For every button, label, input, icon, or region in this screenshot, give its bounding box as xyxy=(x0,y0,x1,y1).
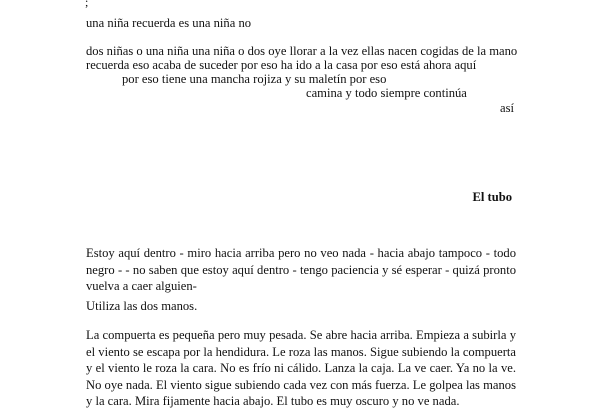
paragraph-1: Estoy aquí dentro - miro hacia arriba pero no veo nada - hacia abajo tampoco - todo negro - - no saben que estoy aquí dentro - tengo paciencia y sé esperar - quizá pronto vuelva a caer alguien- xyxy=(86,246,516,294)
paragraph-3: La compuerta es pequeña pero muy pesada. Se abre hacia arriba. Empieza a subirla y el viento se escapa por la hendidura. Le roza las manos. Sigue subiendo la compuerta y el viento le roza la cara. No es frío ni cálido. Lanza la caja. La ve caer. Ya no la ve. No oye nada. El viento sigue subiendo cada vez con más fuerza. Le golpea las manos y la cara. Mira fijamente hacia abajo. El tubo es muy oscuro y no ve nada. xyxy=(86,328,516,409)
poem-line-4: por eso tiene una mancha rojiza y su maletín por eso xyxy=(122,72,387,86)
poem-line-1: una niña recuerda es una niña no xyxy=(86,16,252,30)
paragraph-2: Utiliza las dos manos. xyxy=(86,299,198,313)
page-top-mark: ; xyxy=(85,0,89,9)
poem-line-6: así xyxy=(500,101,514,115)
poem-line-5: camina y todo siempre continúa xyxy=(306,86,467,100)
poem-line-3: recuerda eso acaba de suceder por eso ha ido a la casa por eso está ahora aquí xyxy=(86,58,477,72)
section-title: El tubo xyxy=(472,190,512,204)
poem-line-2: dos niñas o una niña una niña o dos oye llorar a la vez ellas nacen cogidas de la mano xyxy=(86,44,518,58)
